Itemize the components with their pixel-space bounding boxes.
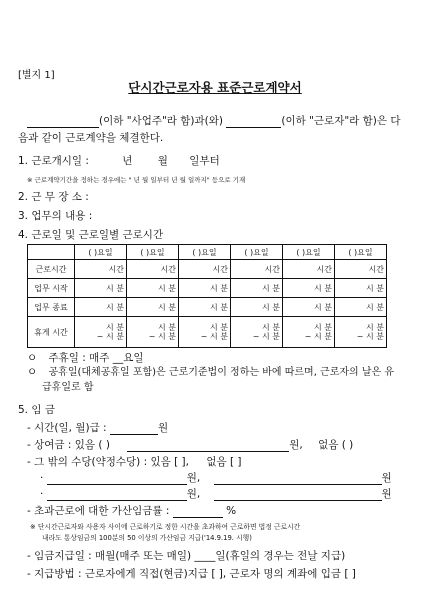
table-cell[interactable]: 시 분 — [75, 279, 127, 298]
row-label: 휴게 시간 — [28, 317, 75, 348]
job-content-label: 3. 업무의 내용 : — [18, 210, 93, 222]
table-cell[interactable]: 시간 — [75, 260, 127, 279]
overtime-rate-blank[interactable] — [173, 507, 223, 518]
work-schedule-table — [27, 244, 387, 348]
table-cell[interactable] — [335, 317, 387, 348]
break-start: 시 분 — [366, 323, 384, 332]
break-end: ~ 시 분 — [304, 332, 332, 341]
day-header[interactable]: ( )요일 — [231, 245, 283, 260]
header-corner — [28, 245, 75, 260]
allowance-item-blank[interactable] — [214, 474, 382, 485]
break-end: ~ 시 분 — [96, 332, 124, 341]
allowance-item-blank[interactable] — [214, 490, 382, 501]
intro-line-1 — [27, 113, 401, 128]
table-header-row — [28, 245, 387, 260]
bullet-icon: ㅇ — [27, 366, 38, 378]
document-title: 단시간근로자용 표준근로계약서 — [128, 80, 302, 95]
workplace-label: 2. 근 무 장 소 : — [18, 191, 89, 203]
bullet-icon: ㅇ — [27, 352, 38, 364]
table-row — [28, 260, 387, 279]
contract-period-note: ※ 근로계약기간을 정하는 경우에는 " 년 월 일부터 년 월 일까지" 등으로 기재 — [27, 176, 246, 184]
allowance-unit: 원, — [186, 472, 201, 484]
break-end: ~ 시 분 — [148, 332, 176, 341]
table-row — [28, 317, 387, 348]
table-cell[interactable]: 시간 — [283, 260, 335, 279]
break-start: 시 분 — [210, 323, 228, 332]
day-header[interactable]: ( )요일 — [335, 245, 387, 260]
bullet-icon: · — [40, 472, 44, 484]
bonus-amount-blank[interactable] — [127, 441, 289, 452]
table-cell[interactable]: 시 분 — [127, 279, 179, 298]
table-cell[interactable]: 시 분 — [231, 279, 283, 298]
bonus-unit: 원, — [289, 439, 303, 451]
break-start: 시 분 — [106, 323, 124, 332]
wage-section-label: 5. 임 금 — [18, 404, 55, 416]
annex-label: [별지 1] — [18, 70, 55, 81]
break-end: ~ 시 분 — [252, 332, 280, 341]
hourly-wage-blank[interactable] — [110, 424, 158, 435]
table-cell[interactable]: 시 분 — [75, 298, 127, 317]
table-row — [28, 279, 387, 298]
table-cell[interactable]: 시 분 — [283, 279, 335, 298]
allowance-item-blank[interactable] — [47, 474, 187, 485]
bonus-label: - 상여금 : 있음 ( ) — [27, 439, 110, 451]
table-cell[interactable]: 시간 — [335, 260, 387, 279]
table-cell[interactable] — [283, 317, 335, 348]
worker-blank[interactable] — [226, 117, 281, 128]
intro-line-2: 음과 같이 근로계약을 체결한다. — [18, 132, 164, 144]
allowance-unit: 원, — [186, 488, 201, 500]
public-holiday-text: 공휴일(대체공휴일 포함)은 근로기준법이 정하는 바에 따르며, 근로자의 날은 유 — [48, 367, 395, 378]
hourly-wage-unit: 원 — [157, 422, 169, 434]
start-year[interactable]: 년 — [122, 155, 133, 167]
weekly-holiday-text: 주휴일 : 매주 __요일 — [48, 352, 144, 364]
table-cell[interactable] — [179, 317, 231, 348]
table-cell[interactable]: 시간 — [127, 260, 179, 279]
allowance-item-row — [40, 486, 392, 501]
table-cell[interactable]: 시 분 — [335, 279, 387, 298]
allowance-item-blank[interactable] — [47, 490, 187, 501]
table-cell[interactable] — [231, 317, 283, 348]
table-cell[interactable]: 시 분 — [283, 298, 335, 317]
row-label: 업무 종료 — [28, 298, 75, 317]
table-cell[interactable] — [75, 317, 127, 348]
row-label: 근로시간 — [28, 260, 75, 279]
day-header[interactable]: ( )요일 — [75, 245, 127, 260]
table-cell[interactable]: 시간 — [179, 260, 231, 279]
break-end: ~ 시 분 — [356, 332, 384, 341]
start-day[interactable]: 일부터 — [189, 155, 220, 167]
other-allowance-none[interactable]: 없음 [ ] — [206, 456, 242, 468]
overtime-note: ※ 단시간근로자와 사용자 사이에 근로하기로 정한 시간을 초과하여 근로하면 법정 근로시간 — [30, 523, 301, 531]
start-month[interactable]: 월 — [157, 155, 168, 167]
start-date-label: 1. 근로개시일 : — [18, 155, 89, 167]
other-allowance-row — [27, 454, 242, 469]
table-cell[interactable]: 시 분 — [335, 298, 387, 317]
start-date-row — [18, 153, 220, 168]
overtime-rate-label: - 초과근로에 대한 가산임금률 : — [27, 505, 170, 517]
day-header[interactable]: ( )요일 — [283, 245, 335, 260]
table-cell[interactable] — [127, 317, 179, 348]
other-allowance-label: - 그 밖의 수당(약정수당) : 있음 [ ], — [27, 456, 189, 468]
table-cell[interactable]: 시 분 — [127, 298, 179, 317]
break-start: 시 분 — [158, 323, 176, 332]
hourly-wage-label: - 시간(일, 월)급 : — [27, 422, 107, 434]
day-header[interactable]: ( )요일 — [179, 245, 231, 260]
row-label: 업무 시작 — [28, 279, 75, 298]
allowance-unit: 원 — [381, 472, 392, 484]
allowance-unit: 원 — [381, 488, 392, 500]
worker-suffix: (이하 "근로자"라 함)은 다 — [281, 115, 401, 127]
bonus-row — [27, 437, 353, 452]
overtime-percent: % — [226, 505, 237, 517]
public-holiday — [27, 363, 394, 379]
table-cell[interactable]: 시 분 — [231, 298, 283, 317]
table-cell[interactable]: 시 분 — [179, 298, 231, 317]
hourly-wage-row — [27, 420, 168, 435]
payday-row: - 임금지급일 : 매월(매주 또는 매일) ____일(휴일의 경우는 전날 지급) — [27, 550, 346, 562]
day-header[interactable]: ( )요일 — [127, 245, 179, 260]
break-end: ~ 시 분 — [200, 332, 228, 341]
public-holiday-text-2: 급휴일로 함 — [42, 382, 94, 393]
table-row — [28, 298, 387, 317]
table-cell[interactable]: 시간 — [231, 260, 283, 279]
overtime-rate-row — [27, 503, 236, 518]
break-start: 시 분 — [314, 323, 332, 332]
table-cell[interactable]: 시 분 — [179, 279, 231, 298]
bonus-none[interactable]: 없음 ( ) — [318, 439, 354, 451]
work-schedule-label: 4. 근로일 및 근로일별 근로시간 — [18, 229, 164, 241]
break-start: 시 분 — [262, 323, 280, 332]
employer-suffix: (이하 "사업주"라 함)과(와) — [99, 115, 224, 127]
allowance-item-row — [40, 470, 392, 485]
bullet-icon: · — [40, 488, 44, 500]
payment-method-row: - 지급방법 : 근로자에게 직접(현금)지급 [ ], 근로자 명의 계좌에 입금 [ ] — [27, 568, 356, 580]
overtime-note-2: 내라도 통상임금의 100분의 50 이상의 가산임금 지급('14.9.19. 시행) — [42, 534, 252, 542]
employer-blank[interactable] — [27, 117, 99, 128]
